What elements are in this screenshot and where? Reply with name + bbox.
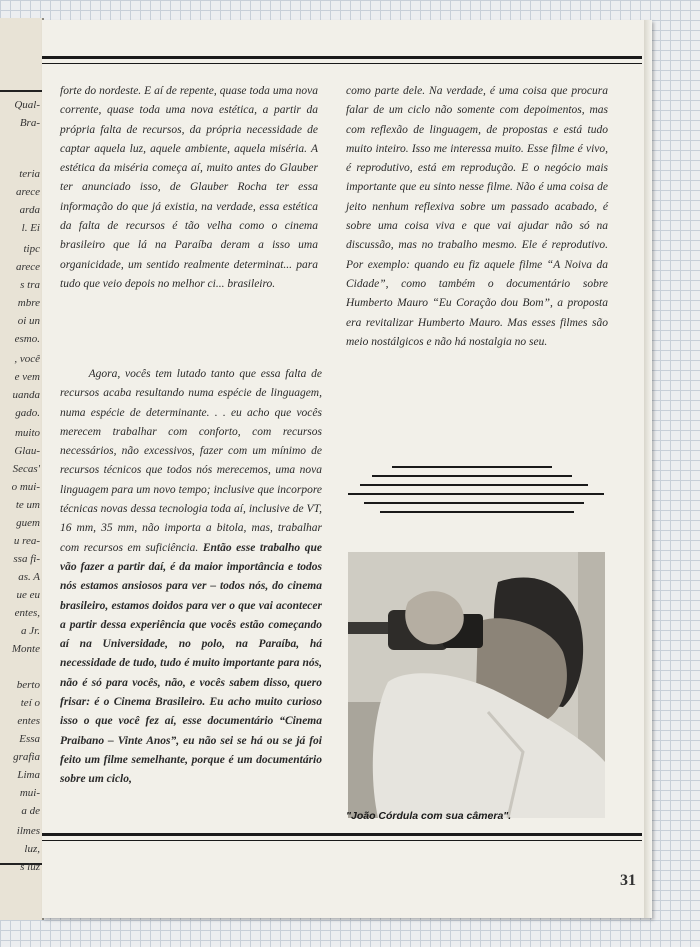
facing-page-fragment: muito (14, 427, 40, 439)
facing-page-fragment: ilmes (16, 825, 40, 837)
magazine-page (42, 20, 652, 918)
facing-page-fragment: Essa (19, 733, 40, 745)
facing-page-fragment: Bra- (19, 117, 40, 129)
facing-page-fragment: e vem (14, 371, 40, 383)
page-curl-edge (644, 20, 652, 918)
facing-page-fragment: tipc (23, 243, 40, 255)
facing-page-fragment: luz, (24, 843, 40, 855)
facing-page-fragment: guem (16, 517, 40, 529)
facing-page-fragment: Glau- (14, 445, 40, 457)
bottom-rule (42, 833, 642, 836)
facing-page-fragment: uanda (12, 389, 40, 401)
facing-page-fragment: s tra (20, 279, 40, 291)
facing-page-fragment: , você (14, 353, 40, 365)
facing-page-fragment: a Jr. (21, 625, 40, 637)
column2-paragraph: como parte dele. Na verdade, é uma coisa que procura falar de um ciclo não somente com depoimentos, mas com reflexão de linguagem, de propostas e está tudo muito inteiro. Isso me interessa muito. Esse filme é vivo, é reprodutivo, está em reprodução. E o negócio mais importante que eu sinto nesse filme. Não é uma coisa de jeito nenhum reflexiva sobre um passado acabado, é sobre uma coisa viva e que vai ajudar não só na discussão, mas no trabalho mesmo. Ele é reprodutivo. Por exemplo: quando eu fiz aquele filme “A Noiva da Cidade”, como também o documentário sobre Humberto Mauro “Eu Coração dou Bom”, a proposta era revitalizar Humberto Mauro. Mas esses filmes são meio nostálgicos e não há nostalgia no seu. (346, 85, 608, 348)
column1-paragraph-top: forte do nordeste. E aí de repente, quase toda uma nova corrente, quase toda uma nova estética, a partir da própria falta de recursos, da própria necessidade de captar aquela luz, aquele ambiente, aquela miséria. A estética da miséria começa aí, muito antes do Glauber ter anunciado isso, de Glauber Rocha ter essa informação do que já existia, na verdade, essa estética da falta de recursos é tão velha como o cinema brasileiro que lá na Paraíba deram a isso uma organicidade, um sentido realmente determinat... para tudo que veio depois no melhor ci... brasileiro. (60, 85, 318, 290)
facing-page-fragment: a de (21, 805, 40, 817)
facing-page-fragment: teria (19, 168, 40, 180)
column1-bold-text: Então esse trabalho que vão fazer a partir daí, é da maior importância e todos nós estamos ansiosos para ver – todos nós, do cinema brasileiro, estamos doidos para ver o que vai acontecer a partir dessa experiência que vocês estão começando aí na Universidade, no polo, na Paraíba, há necessidade de tudo, tudo é muito importante para nós, não é só para vocês, não, e vocês sabem disso, quero frisar: é o Cinema Brasileiro. Eu acho muito curioso isso o que você fez aí, esse documentário “Cinema Praibano – Vinte Anos”, eu não sei se há ou se já foi feito um filme semelhante, porque é um documentário sobre um ciclo, (60, 541, 323, 786)
facing-page-fragment: mbre (17, 297, 40, 309)
facing-page-fragment: entes (17, 715, 40, 727)
facing-page-edge (0, 18, 44, 920)
facing-page-fragment: Monte (11, 643, 40, 655)
facing-page-fragment: l. Ei (21, 222, 40, 234)
facing-page-fragment: teí o (20, 697, 40, 709)
facing-page-fragment: arece (15, 186, 40, 198)
facing-page-fragment: te um (15, 499, 40, 511)
facing-page-fragment: o mui- (11, 481, 40, 493)
facing-page-rule (0, 90, 42, 92)
photo-joao-cordula-with-camera (348, 552, 605, 818)
facing-page-fragment: Secas' (12, 463, 40, 475)
column1-paragraph-bottom (60, 365, 322, 790)
facing-page-fragment: grafia (13, 751, 40, 763)
facing-page-fragment: u rea- (13, 535, 40, 547)
facing-page-fragment: esmo. (14, 333, 40, 345)
facing-page-fragment: arda (19, 204, 40, 216)
top-rule (42, 56, 642, 59)
facing-page-fragment: Qual- (14, 99, 40, 111)
top-rule-thin (42, 63, 642, 64)
line-ornament (348, 466, 604, 526)
page-number: 31 (620, 872, 636, 889)
facing-page-fragment: gado. (15, 407, 40, 419)
facing-page-fragment: mui- (19, 787, 40, 799)
facing-page-fragment: entes, (14, 607, 40, 619)
photo-caption: "João Córdula com sua câmera". (346, 810, 512, 822)
facing-page-fragment: berto (16, 679, 40, 691)
facing-page-fragment: as. A (18, 571, 40, 583)
facing-page-fragment: s luz (20, 861, 40, 873)
bottom-rule-thin (42, 840, 642, 841)
facing-page-fragment: arece (15, 261, 40, 273)
facing-page-fragment: ue eu (16, 589, 40, 601)
facing-page-fragment: ssa fi- (13, 553, 40, 565)
facing-page-fragment: Lima (17, 769, 40, 781)
column1-normal-text: Agora, vocês tem lutado tanto que essa falta de recursos acaba resultando numa espécie de linguagem, numa espécie de determinante. . . eu acho que vocês merecem trabalhar com conforto, com recursos necessários, não excessivos, fazer com um mínimo de recursos técnicos que todos nós merecemos, uma nova linguagem para um novo tempo; inclusive que incorpore técnicas novas dessa tecnologia toda aí, inclusive de VT, 16 mm, 35 mm, não importa a bitola, mas, trabalhar com recursos em suficiência. (60, 368, 322, 554)
facing-page-fragment: oi un (17, 315, 40, 327)
